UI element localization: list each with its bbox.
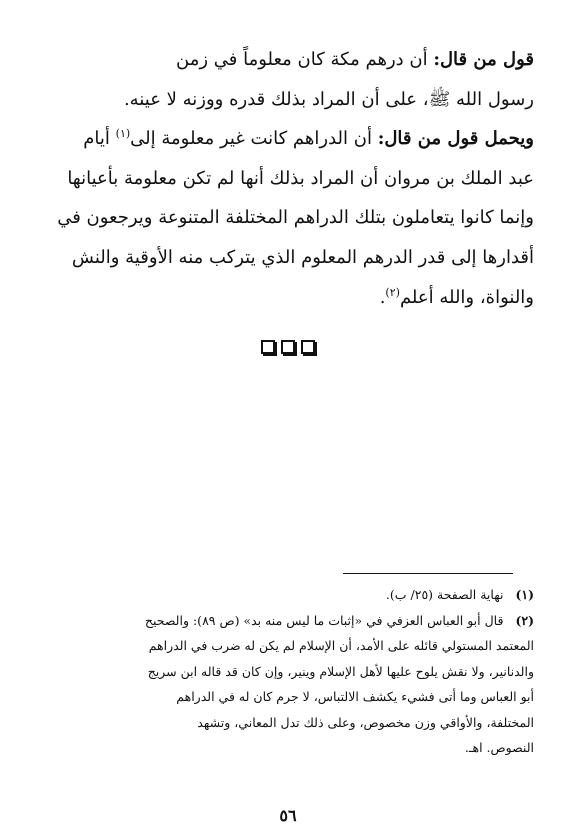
text-span: أن درهم مكة كان معلوماً في زمن <box>176 49 428 70</box>
page-number: ٥٦ <box>279 806 297 825</box>
footnote-number: (١) <box>515 587 534 602</box>
footnote-line <box>40 582 534 608</box>
footnote-line: المعتمد المستولي قائله على الأمد، أن الإسلام لم يكن له ضرب في الدراهم <box>148 638 534 653</box>
text-span: . <box>379 286 386 308</box>
square-ornament-icon <box>301 340 315 354</box>
text-line: رسول الله ﷺ، على أن المراد بذلك قدره ووزنه لا عينه. <box>123 88 534 110</box>
footnote-line: أبو العباس وما أتى فشيء يكشف الالتباس، لا جرم كان له في الدراهم <box>176 689 534 704</box>
text-line: وإنما كانوا يتعاملون بتلك الدراهم المختلفة المتنوعة ويرجعون في <box>57 207 534 229</box>
text-line <box>40 278 534 318</box>
section-divider-ornament <box>0 340 576 354</box>
text-span: والنواة، والله أعلم <box>399 286 534 308</box>
text-span: أيام <box>83 128 110 150</box>
text-line: أقدارها إلى قدر الدرهم المعلوم الذي يتركب منه الأوقية والنش <box>71 246 534 268</box>
footnote-separator <box>343 573 513 574</box>
footnote-line: المختلفة، والأواقي وزن مخصوص، وعلى ذلك تدل المعاني، وتشهد <box>197 714 534 730</box>
text-line: عبد الملك بن مروان أن المراد بذلك أنها لم تكن معلومة بأعيانها <box>67 167 534 189</box>
text-line <box>40 119 534 159</box>
footnotes <box>40 582 534 761</box>
footnote-line <box>40 608 534 634</box>
text-line <box>40 40 534 80</box>
footnote-number: (٢) <box>515 612 534 628</box>
footnote-line: النصوص. اهـ. <box>464 740 534 755</box>
text-span: أن الدراهم كانت غير معلومة إلى <box>130 128 372 150</box>
paragraph-lead: قول من قال: <box>433 49 534 70</box>
paragraph-lead: ويحمل قول من قال: <box>377 128 534 150</box>
square-ornament-icon <box>261 340 275 354</box>
main-text <box>40 40 534 317</box>
square-ornament-icon <box>281 340 295 354</box>
footnote-line: والدنانير، ولا نقش يلوح عليها لأهل الإسلام وينير، وإن كان قد قاله ابن سريج <box>147 663 534 679</box>
footnote-text: نهاية الصفحة (٢٥/ ب). <box>385 587 504 602</box>
footnote-ref: (١) <box>115 127 131 141</box>
footnote-ref: (٢) <box>385 285 400 299</box>
footnote-text: قال أبو العباس العزفي في «إثبات ما ليس منه بد» (ص ٨٩): والصحيح <box>144 612 504 628</box>
